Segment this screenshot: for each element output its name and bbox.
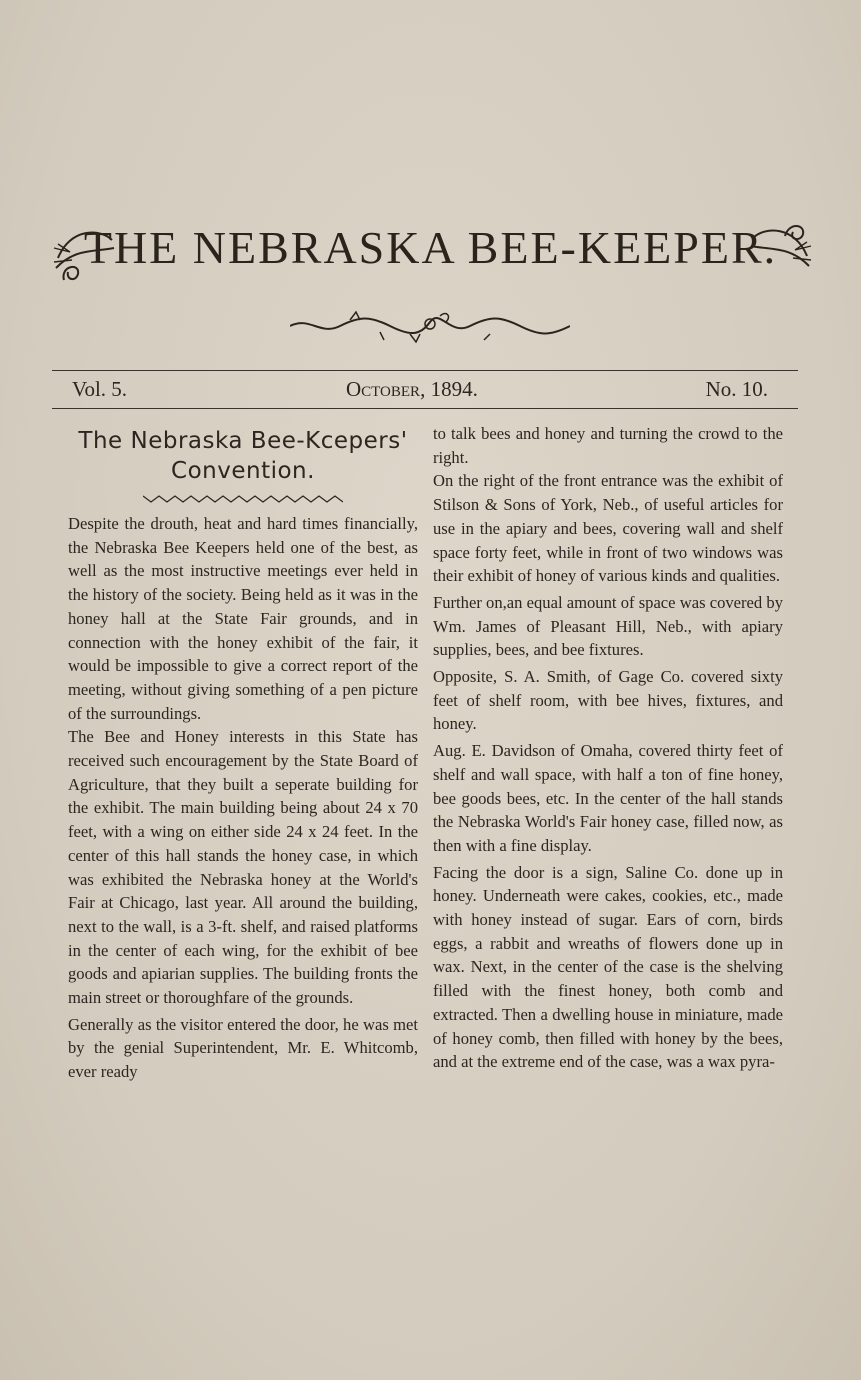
paragraph: Despite the drouth, heat and hard times financially, the Nebraska Bee Keepers held one of the best, as well as the most instructive meetings ever held in the history of the society. Being held as it was in the honey hall at the State Fair grounds, and in connection with the honey exhibit of the fair, it would be impossible to give a correct report of the meeting, without giving something of a pen picture of the surroundings. [68,514,418,723]
paragraph: Aug. E. Davidson of Omaha, covered thirty feet of shelf and wall space, with half a ton of fine honey, bee goods bees, etc. In the center of the hall stands the Nebraska World's Fair honey case, filled now, as then with a fine display. [433,741,783,855]
article-title: The Nebraska Bee-Kcepers' Convention. [78,428,408,484]
scroll-flourish-icon [745,216,815,286]
right-column [433,422,783,1074]
zigzag-divider-icon [143,492,343,504]
paragraph: On the right of the front entrance was the exhibit of Stilson & Sons of York, Neb., of useful articles for use in the apiary and bees, covering wall and shelf space forty feet, while in front of two windows was their exhibit of honey of various kinds and qualities. [433,471,783,586]
paragraph: to talk bees and honey and turning the crowd to the right. [433,424,783,467]
masthead-title: THE NEBRASKA BEE-KEEPER. [83,222,778,273]
issue-date: October, 1894. [346,377,478,401]
left-column [68,422,418,1084]
masthead [0,212,861,284]
issue-number: No. 10. [705,377,768,401]
volume: Vol. 5. [72,377,128,401]
top-rule [52,370,798,371]
paragraph: Further on,an equal amount of space was covered by Wm. James of Pleasant Hill, Neb., with apiary supplies, bees, and bee fixtures. [433,592,783,660]
paragraph: The Bee and Honey interests in this State has received such encouragement by the State Board of Agriculture, that they built a seperate building for the exhibit. The main building being about 24 x 70 feet, with a wing on either side 24 x 24 feet. In the center of this hall stands the honey case, in which was exhibited the Nebraska honey at the World's Fair at Chicago, last year. All around the building, next to the wall, is a 3-ft. shelf, and raised platforms in the center of each wing, for the exhibit of bee goods and apiarian supplies. The building fronts the main street or thoroughfare of the grounds. [68,727,418,1008]
paragraph: Facing the door is a sign, Saline Co. done up in honey. Underneath were cakes, cookies, etc., made with honey instead of sugar. Ears of corn, birds eggs, a rabbit and wreaths of flowers done up in wax. Next, in the center of the case is the shelving filled with the finest honey, both comb and extracted. Then a dwelling house in miniature, made of honey comb, then filled with honey by the bees, and at the extreme end of the case, was a wax pyra- [433,862,783,1072]
bottom-rule [52,408,798,409]
paragraph: Generally as the visitor entered the door, he was met by the genial Superintendent, Mr. E. Whitcomb, ever ready [68,1014,418,1082]
vine-ornament-icon [290,308,570,344]
issue-info [60,374,790,404]
paragraph: Opposite, S. A. Smith, of Gage Co. covered sixty feet of shelf room, with bee hives, fixtures, and honey. [433,667,783,734]
scroll-flourish-icon [50,218,120,288]
